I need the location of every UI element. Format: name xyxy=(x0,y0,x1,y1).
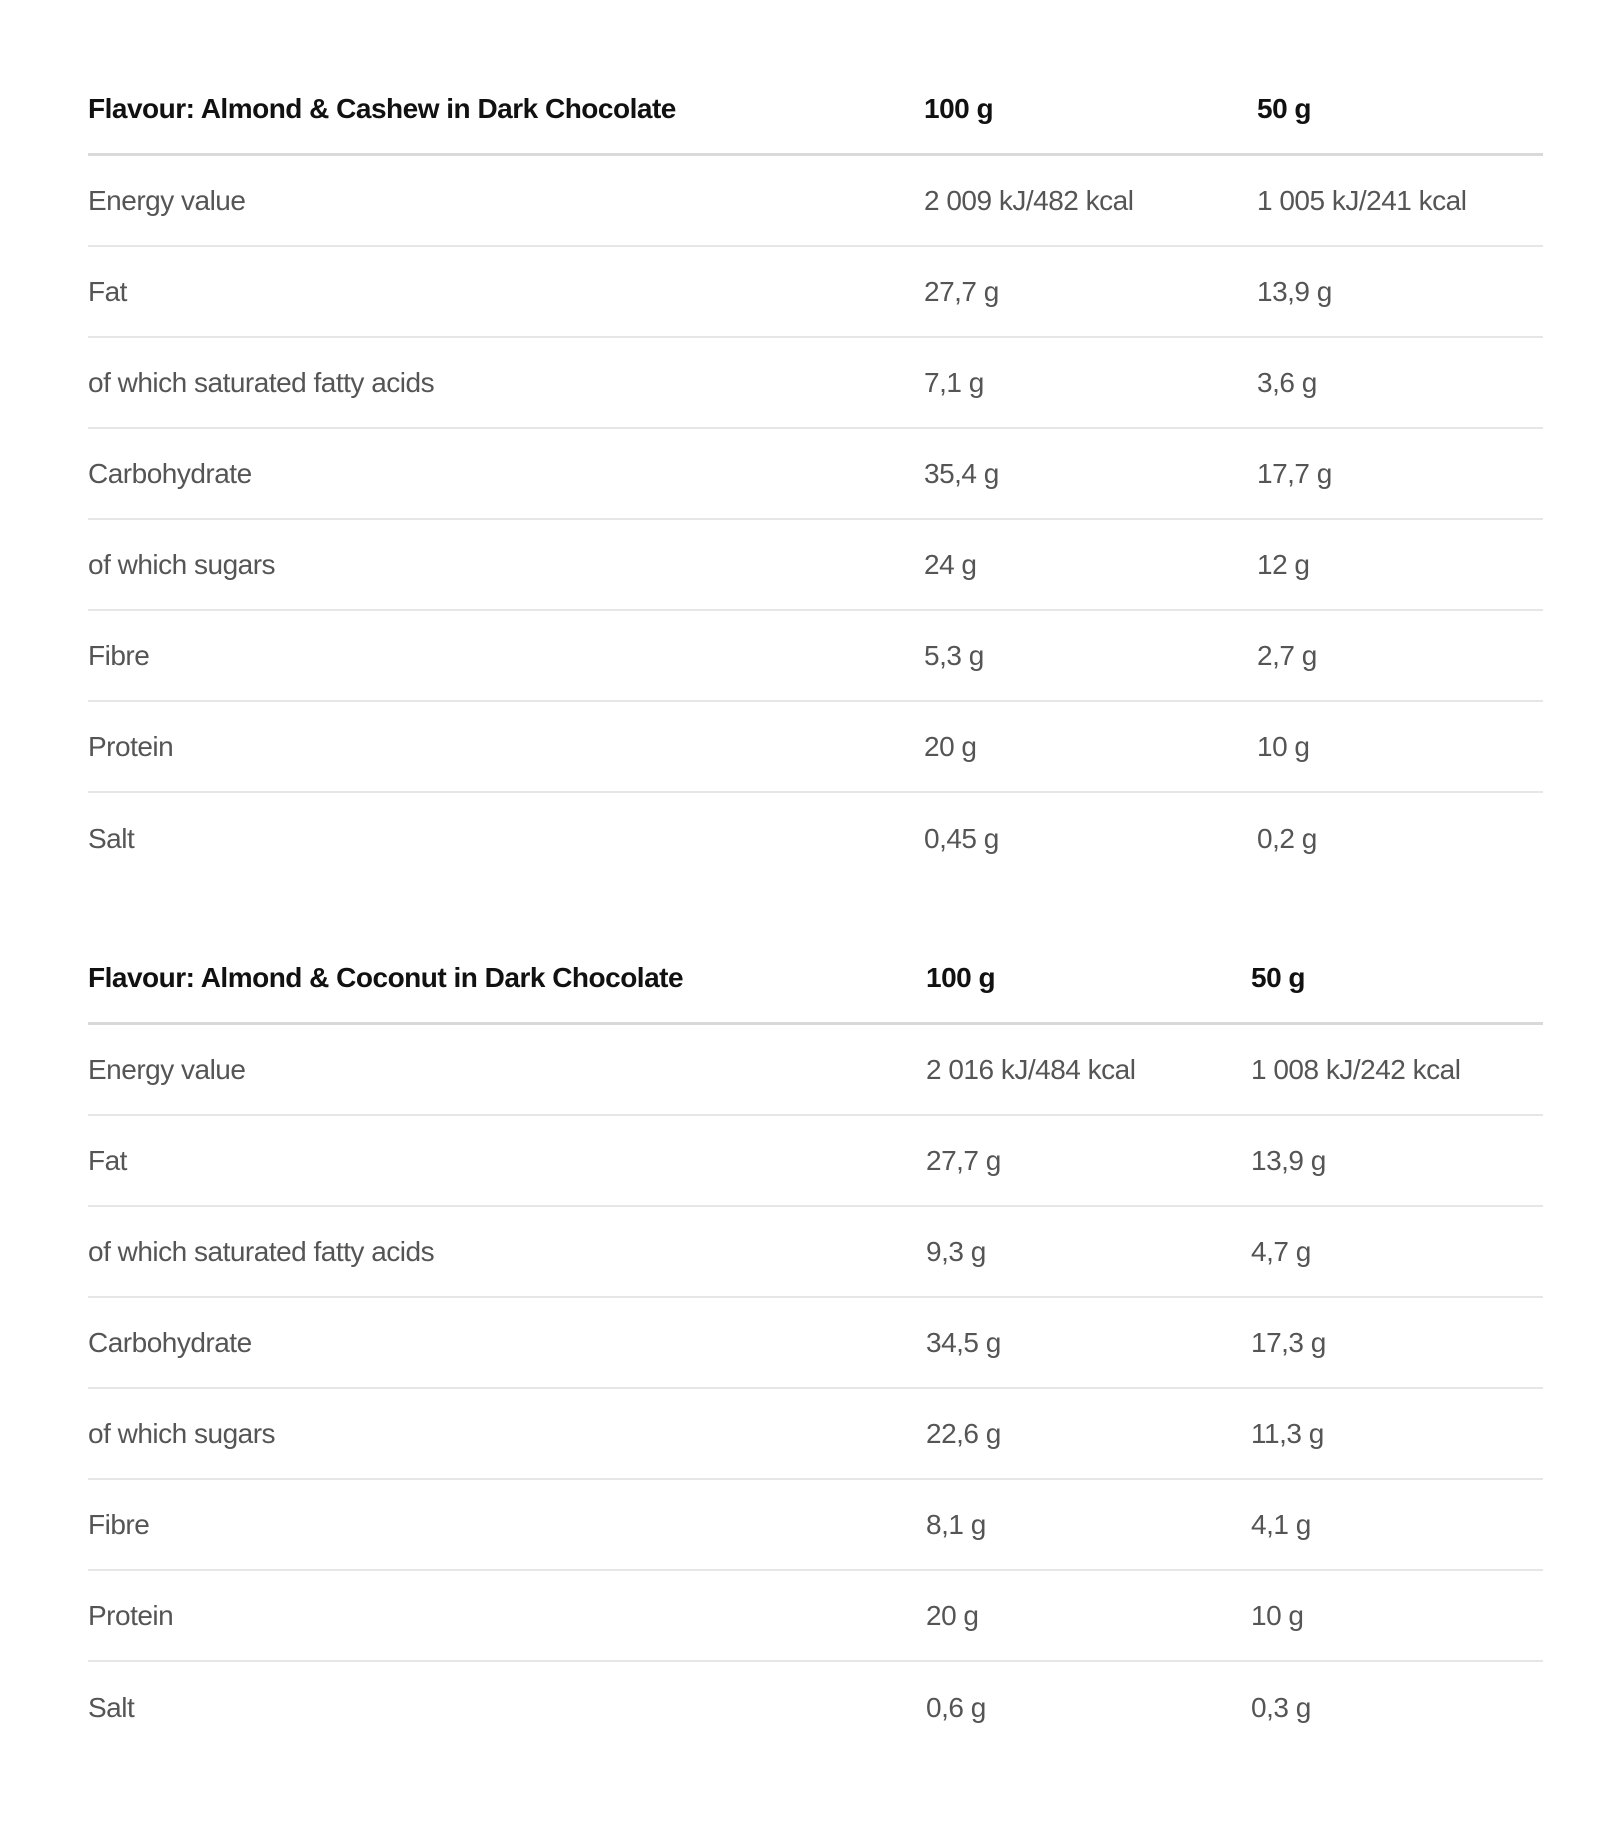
table-row xyxy=(88,793,1543,884)
nutrient-name: Energy value xyxy=(88,184,246,216)
value-50g: 1 008 kJ/242 kcal xyxy=(1251,1053,1461,1085)
value-50g: 0,2 g xyxy=(1257,822,1317,854)
table-header-row xyxy=(88,65,1543,156)
table-row xyxy=(88,1207,1543,1298)
column-header-100g: 100 g xyxy=(924,93,994,124)
value-50g: 2,7 g xyxy=(1257,639,1317,671)
table-row xyxy=(88,520,1543,611)
value-50g: 3,6 g xyxy=(1257,366,1317,398)
table-row xyxy=(88,1480,1543,1571)
value-50g: 1 005 kJ/241 kcal xyxy=(1257,184,1467,216)
value-100g: 27,7 g xyxy=(924,275,999,307)
nutrition-table-almond-cashew xyxy=(88,65,1543,884)
value-100g: 0,45 g xyxy=(924,822,999,854)
value-100g: 2 009 kJ/482 kcal xyxy=(924,184,1134,216)
nutrient-name: Fibre xyxy=(88,639,150,671)
value-100g: 2 016 kJ/484 kcal xyxy=(926,1053,1136,1085)
value-50g: 17,3 g xyxy=(1251,1326,1326,1358)
table-row xyxy=(88,1298,1543,1389)
value-50g: 11,3 g xyxy=(1251,1417,1324,1449)
nutrient-name: Fibre xyxy=(88,1508,150,1540)
table-row xyxy=(88,1025,1543,1116)
table-row xyxy=(88,702,1543,793)
value-50g: 12 g xyxy=(1257,548,1310,580)
table-row xyxy=(88,247,1543,338)
table-row xyxy=(88,156,1543,247)
value-100g: 5,3 g xyxy=(924,639,984,671)
table-header-row xyxy=(88,934,1543,1025)
nutrient-name: Protein xyxy=(88,730,174,762)
nutrient-name: Carbohydrate xyxy=(88,1326,252,1358)
flavour-heading: Flavour: Almond & Cashew in Dark Chocolate xyxy=(88,93,676,124)
nutrient-name: Fat xyxy=(88,275,127,307)
value-50g: 10 g xyxy=(1257,730,1310,762)
value-100g: 24 g xyxy=(924,548,977,580)
nutrient-name: Fat xyxy=(88,1144,127,1176)
value-50g: 13,9 g xyxy=(1251,1144,1326,1176)
value-50g: 4,1 g xyxy=(1251,1508,1311,1540)
table-row xyxy=(88,1116,1543,1207)
nutrient-name: of which sugars xyxy=(88,1417,276,1449)
table-row xyxy=(88,1662,1543,1753)
nutrient-name: Salt xyxy=(88,1691,135,1723)
value-100g: 9,3 g xyxy=(926,1235,986,1267)
value-100g: 35,4 g xyxy=(924,457,999,489)
value-100g: 0,6 g xyxy=(926,1691,986,1723)
nutrient-name: of which saturated fatty acids xyxy=(88,1235,435,1267)
value-100g: 22,6 g xyxy=(926,1417,1001,1449)
table-row xyxy=(88,611,1543,702)
nutrient-name: of which saturated fatty acids xyxy=(88,366,435,398)
value-100g: 34,5 g xyxy=(926,1326,1001,1358)
nutrient-name: Salt xyxy=(88,822,135,854)
table-row xyxy=(88,429,1543,520)
value-100g: 20 g xyxy=(924,730,977,762)
table-row xyxy=(88,1571,1543,1662)
column-header-50g: 50 g xyxy=(1257,93,1312,124)
column-header-50g: 50 g xyxy=(1251,962,1306,993)
value-100g: 8,1 g xyxy=(926,1508,986,1540)
nutrition-table-almond-coconut xyxy=(88,934,1543,1753)
value-50g: 4,7 g xyxy=(1251,1235,1311,1267)
column-header-100g: 100 g xyxy=(926,962,996,993)
table-row xyxy=(88,338,1543,429)
value-50g: 13,9 g xyxy=(1257,275,1332,307)
nutrient-name: Carbohydrate xyxy=(88,457,252,489)
flavour-heading: Flavour: Almond & Coconut in Dark Chocolate xyxy=(88,962,684,993)
value-100g: 7,1 g xyxy=(924,366,984,398)
nutrient-name: Protein xyxy=(88,1599,174,1631)
nutrient-name: Energy value xyxy=(88,1053,246,1085)
value-50g: 17,7 g xyxy=(1257,457,1332,489)
value-50g: 0,3 g xyxy=(1251,1691,1311,1723)
value-100g: 20 g xyxy=(926,1599,979,1631)
table-row xyxy=(88,1389,1543,1480)
nutrient-name: of which sugars xyxy=(88,548,276,580)
value-50g: 10 g xyxy=(1251,1599,1304,1631)
value-100g: 27,7 g xyxy=(926,1144,1001,1176)
